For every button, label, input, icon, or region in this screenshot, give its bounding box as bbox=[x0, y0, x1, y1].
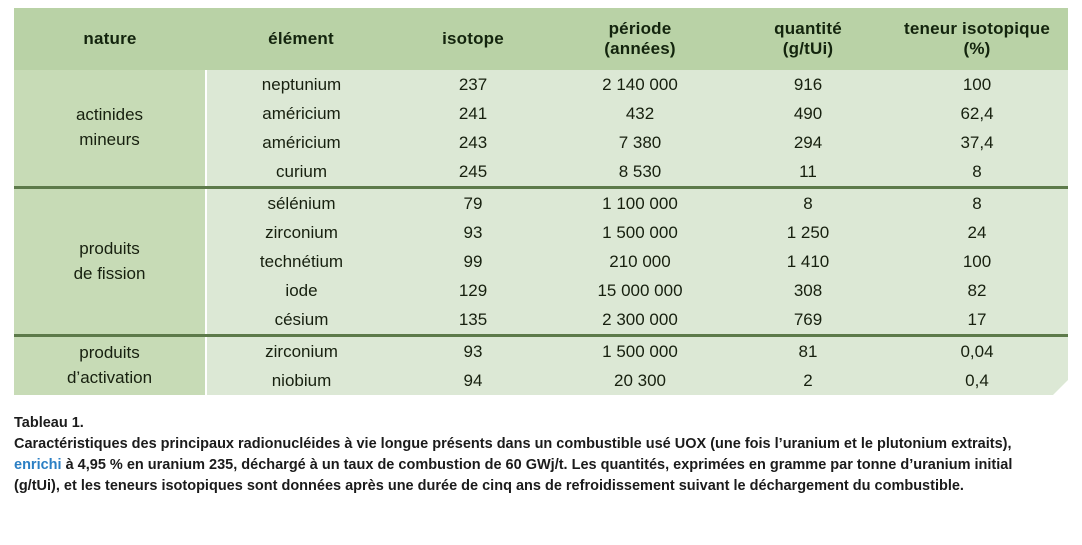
cell-teneur: 100 bbox=[962, 251, 992, 271]
caption-highlight: enrichi bbox=[14, 457, 62, 474]
cell-periode: 20 300 bbox=[614, 370, 666, 390]
cell-isotope: 94 bbox=[463, 370, 483, 390]
cell-teneur: 0,04 bbox=[886, 336, 1068, 367]
column-header-teneur-isotopique bbox=[886, 8, 1068, 70]
cell-teneur: 8 bbox=[886, 188, 1068, 219]
column-header-periode bbox=[550, 8, 730, 70]
cell-periode: 1 100 000 bbox=[550, 188, 730, 219]
header-line: nature bbox=[83, 29, 137, 49]
cell-periode: 210 000 bbox=[609, 251, 671, 271]
table-caption bbox=[14, 413, 1060, 497]
header-line: élément bbox=[268, 29, 334, 49]
cell-element: césium bbox=[274, 309, 329, 329]
caption-text-before: Caractéristiques des principaux radionucléides à vie longue présents dans un combustible usé UOX (une fois l’uranium et le plutonium extraits), bbox=[14, 436, 1012, 453]
cell-periode: 1 500 000 bbox=[550, 336, 730, 367]
cell-periode: 15 000 000 bbox=[597, 280, 683, 300]
cell-teneur: 8 bbox=[972, 161, 982, 181]
group-label-produits-de-fission bbox=[14, 188, 206, 336]
cell-isotope: 79 bbox=[396, 188, 550, 219]
cell-element: technétium bbox=[259, 251, 344, 271]
cell-element: zirconium bbox=[265, 222, 338, 242]
table-body bbox=[14, 70, 1068, 395]
table-row bbox=[14, 70, 1068, 99]
header-line: teneur isotopique bbox=[903, 19, 1051, 39]
cell-element: sélénium bbox=[206, 188, 396, 219]
column-header-element bbox=[206, 8, 396, 70]
caption-label: Tableau 1. bbox=[14, 415, 84, 431]
cell-isotope: 135 bbox=[458, 309, 488, 329]
cell-element: américium bbox=[262, 103, 341, 123]
group-label-line: produits bbox=[79, 343, 140, 363]
cell-isotope: 243 bbox=[458, 132, 488, 152]
cell-quantite: 1 410 bbox=[786, 251, 830, 271]
cell-quantite: 1 250 bbox=[786, 222, 830, 242]
cell-periode: 432 bbox=[625, 103, 655, 123]
group-label-line: actinides bbox=[75, 105, 144, 125]
header-line: isotope bbox=[442, 29, 504, 49]
cell-element: niobium bbox=[271, 370, 332, 390]
group-label-produits-activation bbox=[14, 336, 206, 396]
cell-quantite: 8 bbox=[730, 188, 886, 219]
cell-quantite: 2 bbox=[803, 370, 813, 390]
cell-isotope: 93 bbox=[463, 222, 483, 242]
cell-periode: 8 530 bbox=[618, 161, 662, 181]
cell-teneur: 82 bbox=[967, 280, 987, 300]
cell-isotope: 237 bbox=[458, 74, 488, 94]
cell-element: zirconium bbox=[206, 336, 396, 367]
cell-isotope: 99 bbox=[463, 251, 483, 271]
header-line: (g/tUi) bbox=[782, 39, 834, 58]
cell-element: iode bbox=[285, 280, 318, 300]
cell-periode: 2 300 000 bbox=[602, 309, 678, 329]
cell-quantite: 490 bbox=[793, 103, 823, 123]
group-label-line: produits bbox=[79, 238, 140, 258]
cell-teneur: 62,4 bbox=[960, 103, 994, 123]
header-row bbox=[14, 8, 1068, 70]
cell-isotope: 245 bbox=[458, 161, 488, 181]
column-header-quantite bbox=[730, 8, 886, 70]
column-header-isotope bbox=[396, 8, 550, 70]
radionuclides-table bbox=[14, 8, 1068, 395]
group-label-line: de fission bbox=[73, 263, 146, 283]
cell-quantite: 916 bbox=[793, 74, 823, 94]
cell-quantite: 308 bbox=[793, 280, 823, 300]
cell-teneur: 37,4 bbox=[960, 132, 994, 152]
cell-element: neptunium bbox=[261, 74, 342, 94]
group-label-line: d’activation bbox=[66, 368, 153, 387]
cell-element: américium bbox=[262, 132, 341, 152]
cell-teneur: 17 bbox=[967, 309, 987, 329]
cell-isotope: 241 bbox=[458, 103, 488, 123]
table-row bbox=[14, 336, 1068, 367]
cell-quantite: 11 bbox=[799, 161, 817, 181]
table-row bbox=[14, 188, 1068, 219]
cell-quantite: 769 bbox=[793, 309, 823, 329]
cell-periode: 2 140 000 bbox=[602, 74, 678, 94]
caption-text bbox=[14, 434, 1060, 497]
cell-quantite: 81 bbox=[730, 336, 886, 367]
caption-text-after: à 4,95 % en uranium 235, déchargé à un taux de combustion de 60 GWj/t. Les quantités, exprimées en gramme par tonne d’uranium initial (g/tUi), et les teneurs isotopiques sont données après une durée de cinq ans de refroidissement suivant le déchargement du combustible. bbox=[14, 457, 1013, 495]
header-line: (années) bbox=[604, 39, 676, 58]
column-header-nature bbox=[14, 8, 206, 70]
cell-teneur: 100 bbox=[962, 74, 992, 94]
cell-teneur: 24 bbox=[967, 222, 987, 242]
cell-periode: 7 380 bbox=[618, 132, 662, 152]
cell-element: curium bbox=[275, 161, 327, 181]
table-header bbox=[14, 8, 1068, 70]
cell-quantite: 294 bbox=[793, 132, 823, 152]
cell-periode: 1 500 000 bbox=[602, 222, 678, 242]
cell-isotope: 93 bbox=[396, 336, 550, 367]
cell-isotope: 129 bbox=[458, 280, 488, 300]
header-line: (%) bbox=[963, 39, 991, 58]
header-line: quantité bbox=[774, 19, 842, 39]
cell-teneur: 0,4 bbox=[965, 370, 989, 390]
group-label-line: mineurs bbox=[79, 130, 140, 149]
group-label-actinides-mineurs bbox=[14, 70, 206, 188]
header-line: période bbox=[608, 19, 672, 39]
